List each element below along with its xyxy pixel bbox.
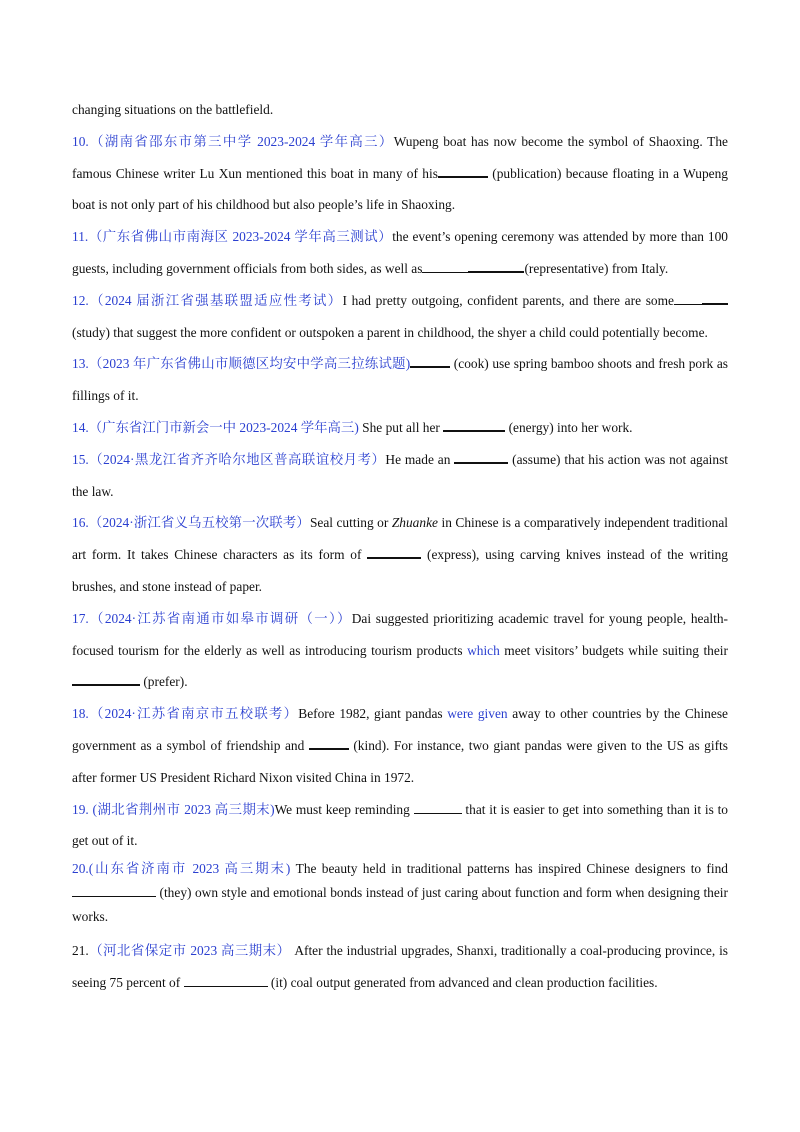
question-text: The beauty held in traditional patterns has inspired Chinese designers to find: [290, 861, 728, 877]
question-number: 11.: [72, 229, 89, 245]
question-text: We must keep reminding: [274, 801, 414, 817]
question-number: 18.: [72, 706, 89, 722]
question-11: [72, 221, 728, 285]
question-number: 19.: [72, 801, 89, 817]
question-text: in Chinese is a comparatively independent traditional art form. It takes Chinese characters as its form of: [72, 515, 728, 563]
answer-blank[interactable]: [72, 882, 156, 897]
question-hint: that it is easier to get into something than it is to get out of it.: [72, 801, 728, 849]
question-18: [72, 698, 728, 793]
answer-blank[interactable]: [309, 734, 349, 750]
question-source: （2024·黑龙江省齐齐哈尔地区普高联谊校月考）: [88, 451, 386, 467]
answer-blank[interactable]: [410, 352, 450, 368]
question-text: I had pretty outgoing, confident parents, and there are some: [342, 292, 674, 308]
question-hint: (representative) from Italy.: [524, 260, 669, 276]
question-hint: (cook) use spring bamboo shoots and fresh pork as fillings of it.: [72, 356, 728, 404]
answer-blank[interactable]: [468, 257, 524, 273]
question-text: away to other countries by the Chinese government as a symbol of friendship and: [72, 706, 728, 753]
question-text: Seal cutting or: [309, 515, 392, 531]
question-text: After the industrial upgrades, Shanxi, traditionally a coal-producing province, is seeing 75 percent of: [72, 943, 728, 990]
question-19: [72, 794, 728, 858]
question-source: （广东省江门市新会一中 2023-2024 学年高三): [88, 419, 359, 435]
question-source: （2024·江苏省南通市如皋市调研（一））: [88, 610, 352, 626]
question-text: the event’s opening ceremony was attended by more than 100 guests, including government officials from both sides, as well as: [72, 229, 728, 276]
question-12: [72, 285, 728, 349]
question-source: （2024·浙江省义乌五校第一次联考）: [88, 515, 310, 531]
question-source: (湖北省荆州市 2023 高三期末): [88, 801, 275, 817]
highlighted-word: were given: [447, 706, 508, 722]
question-number: 15.: [72, 451, 89, 467]
question-hint: (express), using carving knives instead of the writing brushes, and stone instead of paper.: [72, 547, 728, 594]
answer-blank[interactable]: [422, 258, 468, 273]
question-text: Dai suggested prioritizing academic travel for young people, health-focused tourism for the elderly as well as introducing tourism products: [72, 610, 728, 658]
question-number: 16.: [72, 515, 89, 531]
question-text: Before 1982, giant pandas: [298, 706, 448, 722]
answer-blank[interactable]: [443, 416, 505, 432]
question-hint: (it) coal output generated from advanced and clean production facilities.: [267, 974, 658, 990]
question-number: 13.: [72, 356, 89, 372]
question-hint: (kind). For instance, two giant pandas were given to the US as gifts after former US President Richard Nixon visited China in 1972.: [72, 737, 728, 785]
intro-line: changing situations on the battlefield.: [72, 102, 274, 117]
question-source: (山东省济南市 2023 高三期末): [88, 861, 291, 877]
italic-term: Zhuanke: [391, 515, 438, 531]
question-hint: (prefer).: [140, 674, 188, 690]
question-number: 12.: [72, 292, 89, 308]
answer-blank[interactable]: [674, 290, 702, 305]
question-14: [72, 412, 728, 444]
question-10: [72, 126, 728, 221]
question-hint: (publication) because floating in a Wupeng boat is not only part of his childhood but also people’s life in Shaoxing.: [72, 165, 729, 213]
answer-blank[interactable]: [72, 670, 140, 686]
question-source: （广东省佛山市南海区 2023-2024 学年高三测试）: [88, 229, 393, 245]
question-hint: (study) that suggest the more confident or outspoken a parent in childhood, the shyer a child could potentially become.: [72, 324, 708, 340]
question-source: （2023 年广东省佛山市顺德区均安中学高三拉练试题): [88, 356, 411, 372]
question-13: [72, 348, 728, 412]
answer-blank[interactable]: [454, 448, 508, 464]
question-text: She put all her: [358, 419, 444, 435]
question-20: [72, 857, 728, 929]
question-source: （2024·江苏省南京市五校联考）: [88, 706, 299, 722]
question-hint: (assume) that his action was not against the law.: [72, 451, 729, 499]
answer-blank[interactable]: [438, 162, 488, 178]
highlighted-word: which: [467, 642, 500, 658]
question-number: 10.: [72, 133, 89, 149]
question-number: 21.: [72, 943, 89, 959]
answer-blank[interactable]: [184, 972, 268, 987]
question-21: [72, 935, 728, 999]
question-source: （2024 届浙江省强基联盟适应性考试）: [88, 292, 343, 308]
question-number: 14.: [72, 419, 89, 435]
document-page: [72, 94, 728, 999]
question-17: [72, 603, 728, 698]
question-15: [72, 444, 728, 508]
question-text: He made an: [385, 451, 455, 467]
question-text: Wupeng boat has now become the symbol of Shaoxing. The famous Chinese writer Lu Xun mentioned this boat in many of his: [72, 133, 729, 181]
answer-blank[interactable]: [367, 543, 421, 559]
question-hint: (energy) into her work.: [505, 419, 633, 435]
question-number: 17.: [72, 610, 89, 626]
question-number: 20.: [72, 861, 89, 877]
question-source: （河北省保定市 2023 高三期末）: [88, 943, 291, 959]
question-16: [72, 507, 728, 602]
answer-blank[interactable]: [414, 799, 462, 814]
question-source: （湖南省邵东市第三中学 2023-2024 学年高三）: [88, 133, 394, 149]
question-text: meet visitors’ budgets while suiting their: [499, 642, 728, 658]
question-hint: (they) own style and emotional bonds instead of just caring about function and form when designing their works.: [72, 885, 728, 925]
answer-blank[interactable]: [702, 289, 728, 305]
